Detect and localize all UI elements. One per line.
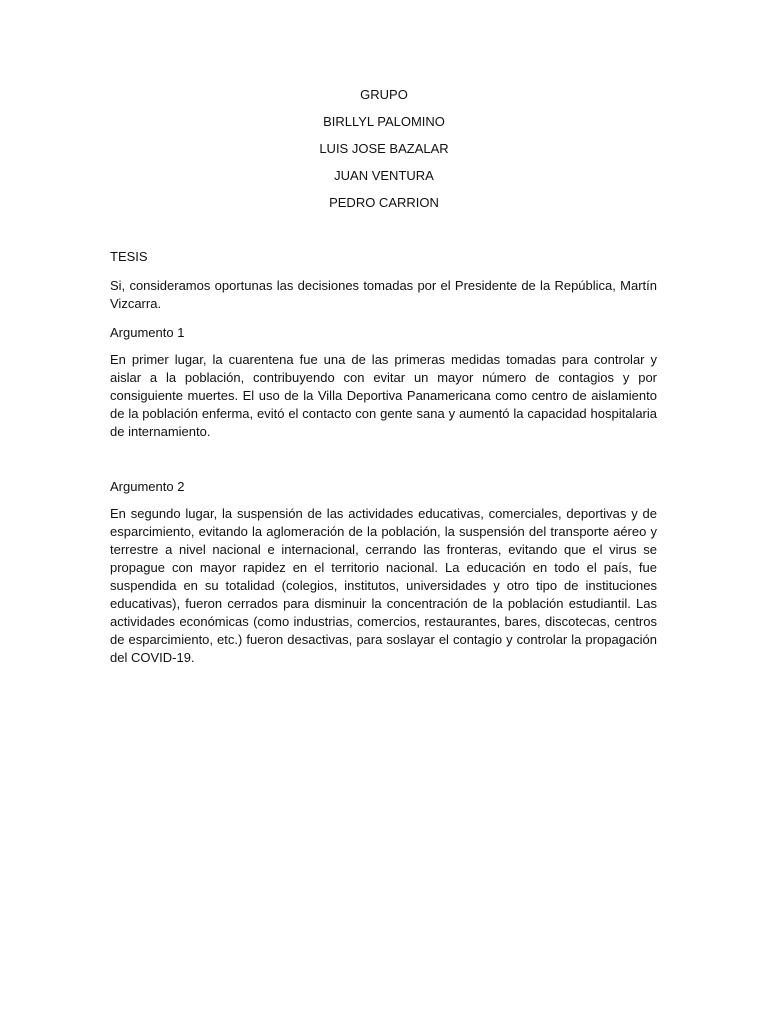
member-name: PEDRO CARRION <box>329 195 439 210</box>
tesis-heading: TESIS <box>110 249 148 264</box>
tesis-paragraph: Si, consideramos oportunas las decisiones tomadas por el Presidente de la República, Martín Vizcarra. <box>110 278 657 311</box>
member-name: LUIS JOSE BAZALAR <box>319 141 449 156</box>
group-header <box>0 86 768 221</box>
member-name: BIRLLYL PALOMINO <box>323 114 445 129</box>
argument-1-paragraph: En primer lugar, la cuarentena fue una de las primeras medidas tomadas para controlar y aislar a la población, contribuyendo con evitar un mayor número de contagios y por consiguiente muertes. El uso de la Villa Deportiva Panamericana como centro de aislamiento de la población enferma, evitó el contacto con gente sana y aumentó la capacidad hospitalaria de internamiento. <box>110 352 657 439</box>
member-name: JUAN VENTURA <box>334 168 434 183</box>
argument-2-heading: Argumento 2 <box>110 479 185 494</box>
group-title: GRUPO <box>360 87 408 102</box>
argument-2-paragraph: En segundo lugar, la suspensión de las actividades educativas, comerciales, deportivas y de esparcimiento, evitando la aglomeración de la población, la suspensión del transporte aéreo y terrestre a nivel nacional e internacional, cerrando las fronteras, evitando que el virus se propague con mayor rapidez en el territorio nacional. La educación en todo el país, fue suspendida en su totalidad (colegios, institutos, universidades y otro tipo de instituciones educativas), fueron cerrados para disminuir la concentración de la población estudiantil. Las actividades económicas (como industrias, comercios, restaurantes, bares, discotecas, centros de esparcimiento, etc.) fueron desactivas, para soslayar el contagio y controlar la propagación del COVID-19. <box>110 506 657 665</box>
argument-1-heading: Argumento 1 <box>110 325 185 340</box>
document-body <box>110 248 657 667</box>
